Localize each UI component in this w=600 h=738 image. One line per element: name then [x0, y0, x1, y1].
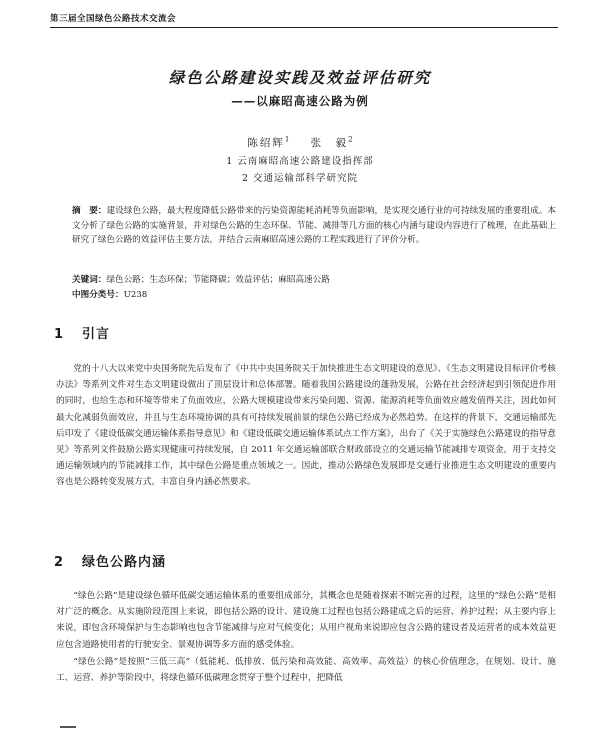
paper-title: 绿色公路建设实践及效益评估研究: [168, 69, 432, 87]
running-header: 第三届全国绿色公路技术交流会: [50, 12, 558, 28]
body-paragraph: “绿色公路”是按照“三低三高”（低能耗、低排放、低污染和高效能、高效率、高效益）的核心价值理念，在规划、设计、施工、运营、养护等阶段中，将绿色循环低碳理念贯穿于整个过程中，把降低: [56, 657, 556, 684]
author-name: 张 毅: [310, 137, 349, 149]
section-heading: [54, 323, 110, 342]
abstract-text: 建设绿色公路，最大程度降低公路带来的污染资源能耗消耗等负面影响，是实现交通行业的可持续发展的重要组成。本文分析了绿色公路的实施背景，并对绿色公路的生态环保、节能、减排等几方面的核心内涵与建设内容进行了梳理，在此基础上研究了绿色公路的效益评估主要方法，并结合云南麻昭高速公路的工程实践进行了评价分析。: [72, 206, 556, 245]
body-paragraph: “绿色公路”是建设绿色循环低碳交通运输体系的重要组成部分，其概念也是随着探索不断完善的过程，这里的“绿色公路”是相对广泛的概念。从实施阶段范围上来说，即包括公路的设计、建设施工过程也包括公路建成之后的运营、养护过程；从主要内容上来说，即包含环境保护与生态影响也包含节能减排与应对气候变化；从用户视角来说即应包含公路的建设者及运营者的成本效益更应包含道路使用者的行驶安全、景观协调等多方面的感受体验。: [56, 591, 556, 650]
body-paragraph: 党的十八大以来党中央国务院先后发布了《中共中央国务院关于加快推进生态文明建设的意见》、《生态文明建设目标评价考核办法》等系列文件对生态文明建设做出了顶层设计和总体部署。随着我国公路建设的蓬勃发展，公路在社会经济起到引领促进作用的同时，也给生态和环境等带来了负面效应，公路大规模建设带来污染问题、资源、能源消耗等负面效应越发值得关注，因此如何最大化减弱负面效应，并且与生态环境协调的具有可持续发展前景的绿色公路已经成为必然趋势。在这样的背景下，交通运输部先后印发了《建设低碳交通运输体系指导意见》和《建设低碳交通运输体系试点工作方案》，出台了《关于实施绿色公路建设的指导意见》等系列文件鼓励公路实现健康可持续发展，自 2011 年交通运输部联合财政部设立的交通运输节能减排专项资金，用于支持交通运输领域内的节能减排工作，其中绿色公路是重点领域之一。因此，推动公路绿色发展即是交通行业推进生态文明建设的重要内容也是公路转变发展方式，丰富自身内涵必然要求。: [56, 364, 556, 488]
affiliation: 2 交通运输部科学研究院: [241, 173, 359, 184]
abstract-label: 摘 要：: [72, 206, 107, 216]
affiliation: 1 云南麻昭高速公路建设指挥部: [226, 156, 374, 167]
author-affiliation-mark: 2: [348, 135, 353, 144]
section-title: 引言: [82, 327, 111, 342]
section-number: 1: [54, 327, 65, 342]
classification-number: [72, 289, 556, 302]
keywords-text: 绿色公路；生态环保；节能降碳；效益评估；麻昭高速公路: [106, 275, 330, 285]
author-list: [0, 135, 600, 150]
keywords: [72, 274, 556, 287]
section-heading: [54, 551, 166, 570]
abstract: [72, 204, 556, 248]
keywords-label: 关键词：: [72, 275, 107, 285]
classification-value: U238: [123, 290, 148, 300]
author-name: 陈绍辉: [247, 137, 285, 149]
section-title: 绿色公路内涵: [82, 555, 167, 570]
page-footer-mark: [60, 726, 76, 728]
author-affiliation-mark: 1: [284, 135, 290, 144]
paper-subtitle: ——以麻昭高速公路为例: [231, 94, 369, 108]
classification-label: 中图分类号：: [72, 290, 124, 300]
section-number: 2: [54, 555, 65, 570]
